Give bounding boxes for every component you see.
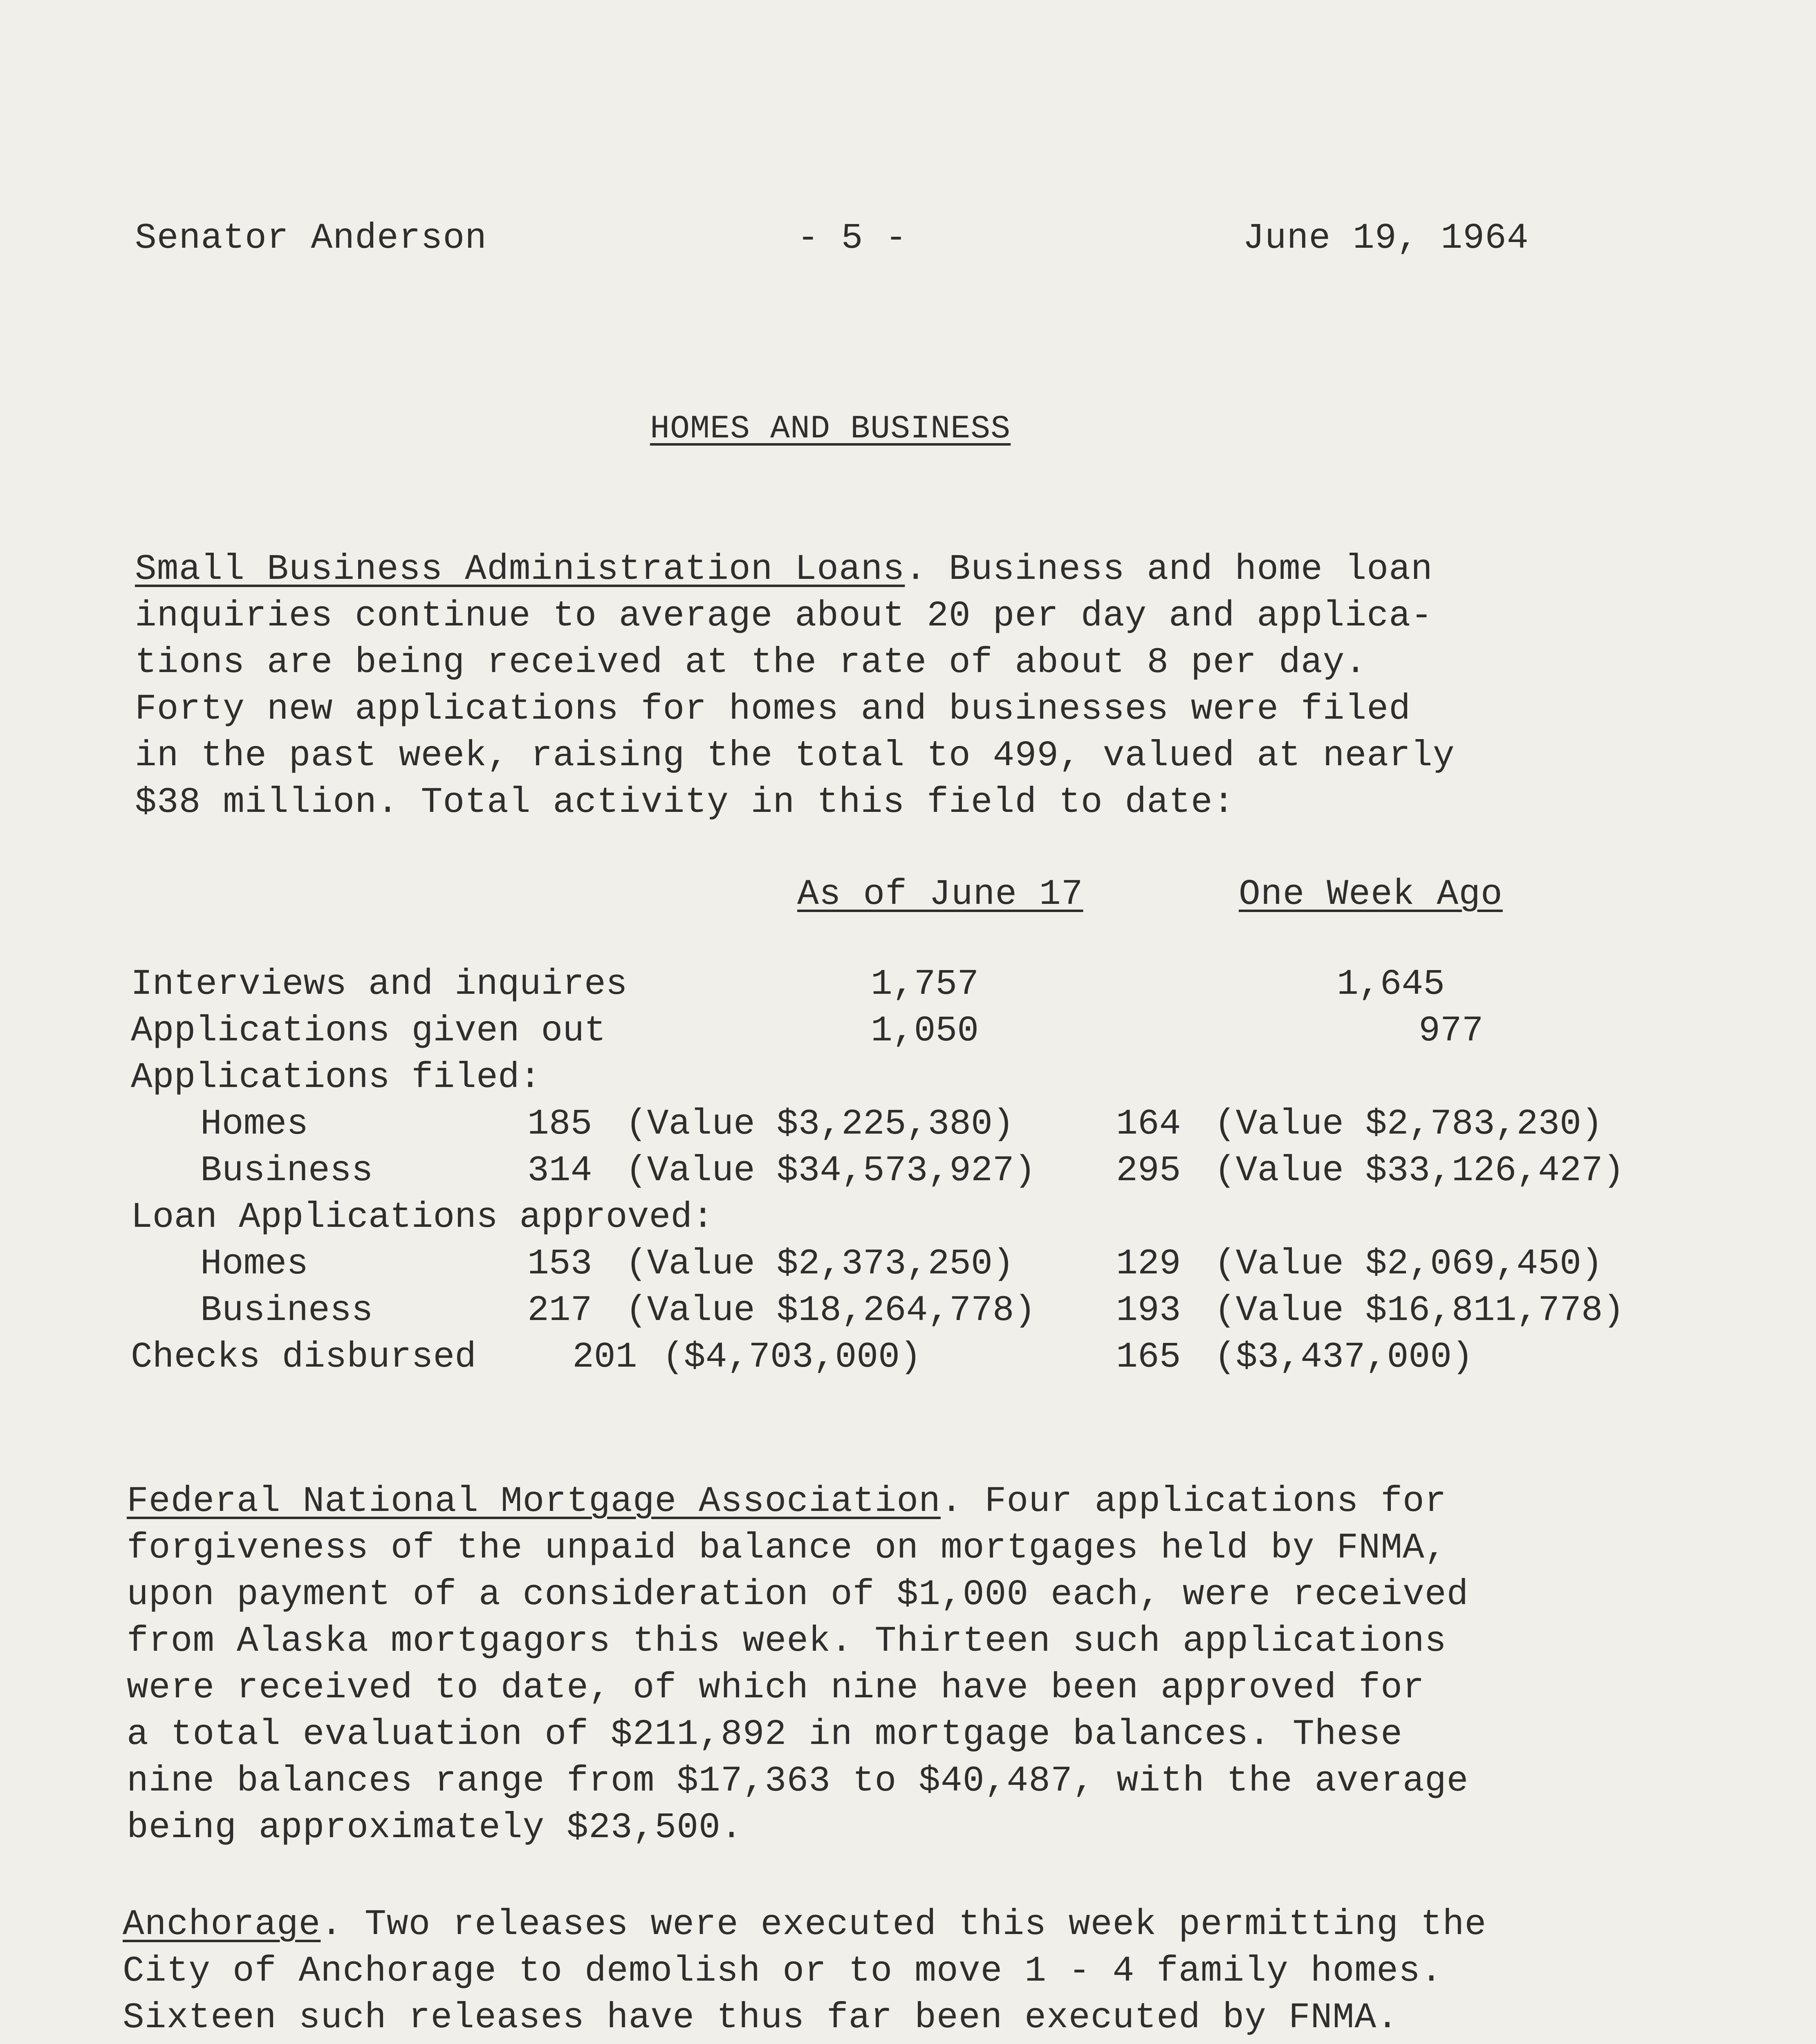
sba-heading: Small Business Administration Loans <box>135 549 905 590</box>
table-cell-previous: 977 <box>1419 1011 1484 1051</box>
table-row-label: Business <box>200 1291 373 1331</box>
table-cell-count: 295 <box>1116 1151 1181 1191</box>
table-cell-value: (Value $18,264,778) <box>626 1291 1036 1331</box>
fnma-line: forgiveness of the unpaid balance on mortgages held by FNMA, <box>127 1528 1447 1569</box>
fnma-line: were received to date, of which nine have been approved for <box>127 1668 1425 1708</box>
table-cell-current: 1,757 <box>871 964 979 1005</box>
fnma-line: from Alaska mortgagors this week. Thirteen such applications <box>127 1621 1447 1662</box>
fnma-line: nine balances range from $17,363 to $40,487, with the average <box>127 1761 1469 1802</box>
table-cell-value: ($3,437,000) <box>1214 1337 1473 1378</box>
table-cell-count: 164 <box>1116 1104 1181 1145</box>
page-number: - 5 - <box>797 218 908 259</box>
table-cell-current: 1,050 <box>871 1011 979 1051</box>
table-cell-count: 153 <box>527 1244 592 1284</box>
table-cell-value: ($4,703,000) <box>662 1337 921 1378</box>
header-left: Senator Anderson <box>135 218 487 259</box>
fnma-line: upon payment of a consideration of $1,000 each, were received <box>127 1575 1469 1615</box>
table-cell-value: (Value $2,373,250) <box>626 1244 1014 1284</box>
anchorage-line: . Two releases were executed this week permitting the <box>321 1905 1487 1945</box>
section-title: HOMES AND BUSINESS <box>650 410 1011 448</box>
table-cell-value: (Value $34,573,927) <box>626 1151 1036 1191</box>
table-cell-value: (Value $2,069,450) <box>1214 1244 1603 1284</box>
sba-first-line <box>135 549 1433 590</box>
table-cell-value: (Value $16,811,778) <box>1214 1291 1625 1331</box>
sba-line: Forty new applications for homes and businesses were filed <box>135 689 1411 730</box>
table-cell-count: 201 <box>572 1337 637 1378</box>
table-row-label: Homes <box>200 1104 309 1145</box>
table-group-label: Loan Applications approved: <box>131 1197 714 1238</box>
fnma-line: . Four applications for <box>940 1481 1447 1522</box>
table-cell-value: (Value $2,783,230) <box>1214 1104 1603 1145</box>
table-cell-count: 217 <box>527 1291 592 1331</box>
col-header-current: As of June 17 <box>797 874 1083 915</box>
fnma-first-line <box>127 1481 1447 1522</box>
table-cell-count: 165 <box>1116 1337 1181 1378</box>
anchorage-heading: Anchorage <box>123 1905 321 1945</box>
sba-line: inquiries continue to average about 20 per day and applica- <box>135 596 1433 637</box>
sba-line: $38 million. Total activity in this field to date: <box>135 782 1235 823</box>
sba-line: . Business and home loan <box>905 549 1433 590</box>
table-cell-count: 193 <box>1116 1291 1181 1331</box>
fnma-line: being approximately $23,500. <box>127 1808 743 1848</box>
table-row-label: Homes <box>200 1244 309 1284</box>
table-cell-count: 129 <box>1116 1244 1181 1284</box>
table-row-label: Interviews and inquires <box>131 964 628 1005</box>
anchorage-line: City of Anchorage to demolish or to move 1 - 4 family homes. <box>123 1951 1443 1992</box>
table-cell-value: (Value $33,126,427) <box>1214 1151 1625 1191</box>
table-cell-value: (Value $3,225,380) <box>626 1104 1014 1145</box>
table-cell-previous: 1,645 <box>1337 964 1445 1005</box>
table-cell-count: 185 <box>527 1104 592 1145</box>
anchorage-first-line <box>123 1907 1486 1943</box>
header-date: June 19, 1964 <box>1243 218 1529 259</box>
anchorage-line: Sixteen such releases have thus far been executed by FNMA. <box>123 1998 1399 2038</box>
fnma-line: a total evaluation of $211,892 in mortgage balances. These <box>127 1715 1403 1755</box>
table-row-label: Applications given out <box>131 1011 606 1051</box>
col-header-previous: One Week Ago <box>1239 874 1503 915</box>
table-group-label: Applications filed: <box>131 1058 541 1098</box>
fnma-heading: Federal National Mortgage Association <box>127 1481 941 1522</box>
table-row-label: Checks disbursed <box>131 1337 476 1378</box>
sba-line: in the past week, raising the total to 499, valued at nearly <box>135 736 1455 776</box>
table-cell-count: 314 <box>527 1151 592 1191</box>
sba-line: tions are being received at the rate of about 8 per day. <box>135 643 1367 683</box>
table-row-label: Business <box>200 1151 373 1191</box>
